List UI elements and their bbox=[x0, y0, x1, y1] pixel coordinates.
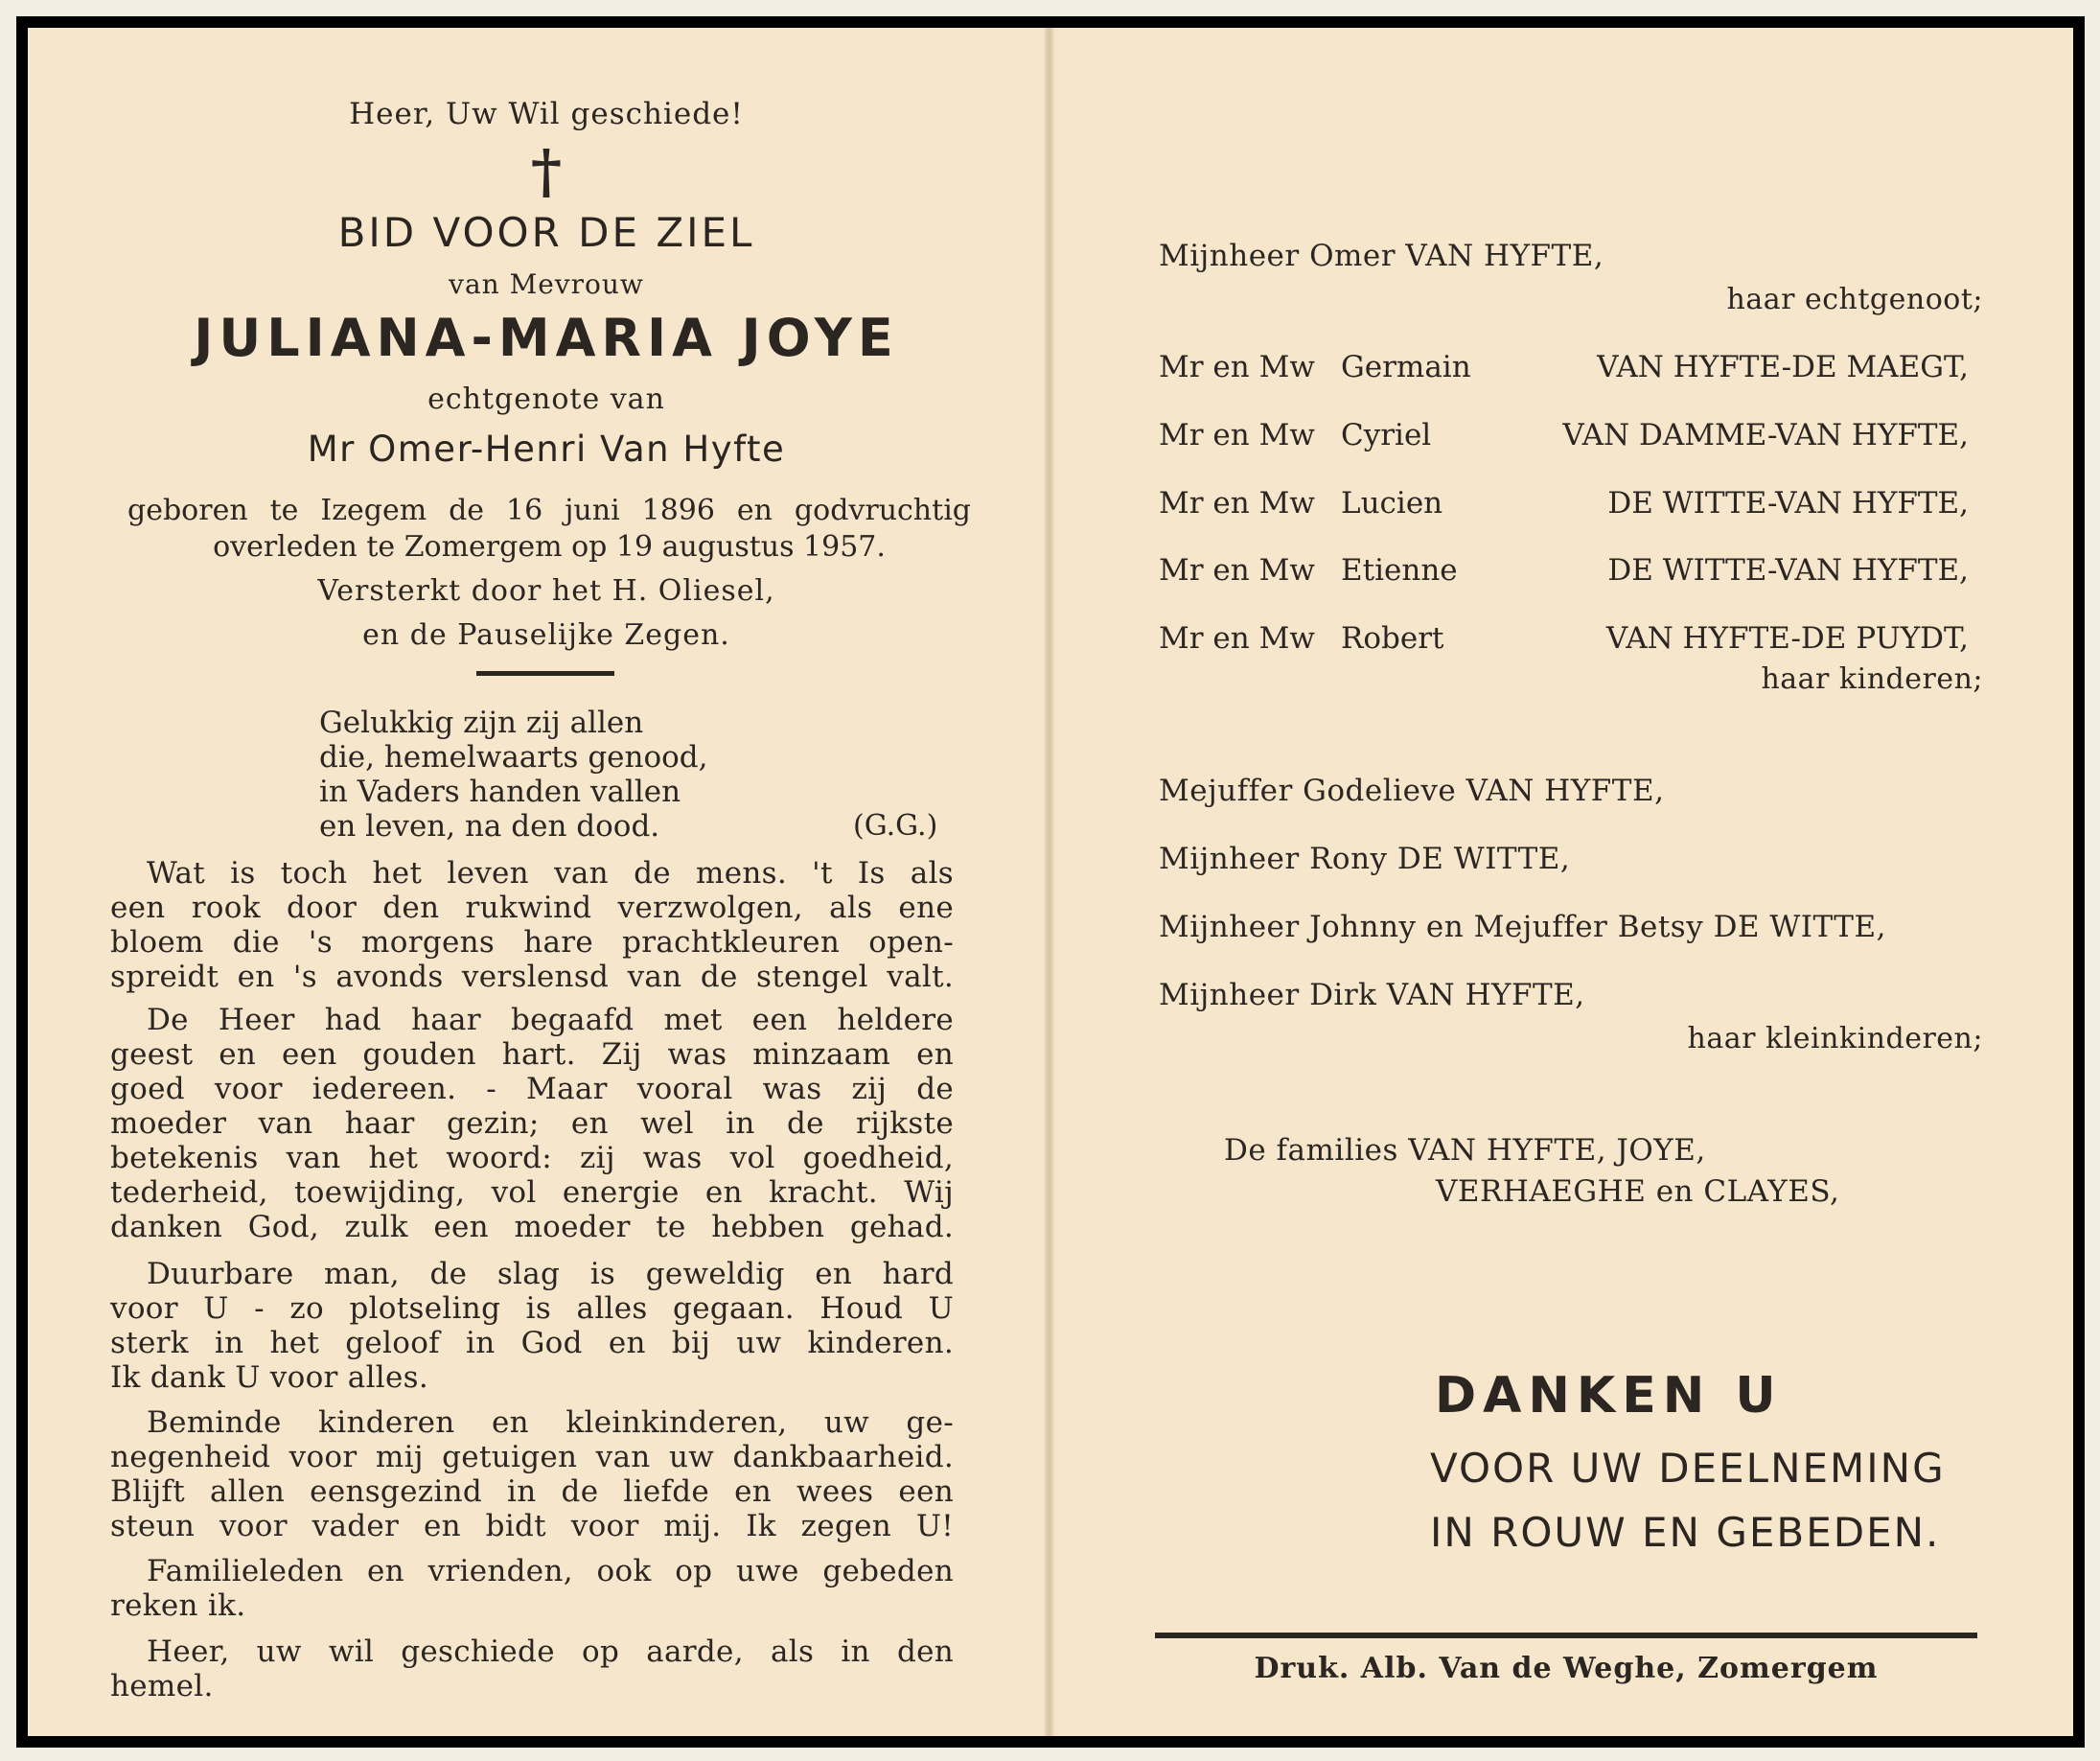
child-prefix: Mr en Mw bbox=[1159, 418, 1315, 452]
thanks-line-1: VOOR UW DEELNEMING bbox=[1430, 1445, 1946, 1492]
child-first-name: Germain bbox=[1341, 350, 1471, 384]
text-line: een rook door den rukwind verzwolgen, als ene bbox=[110, 891, 954, 925]
paragraph-2 bbox=[110, 1003, 954, 1244]
text-line: Heer, uw wil geschiede op aarde, als in den bbox=[147, 1634, 954, 1669]
children-role: haar kinderen; bbox=[1761, 662, 1983, 696]
grandchild: Mijnheer Rony DE WITTE, bbox=[1159, 842, 1571, 876]
text-line: Familieleden en vrienden, ook op uwe gebeden bbox=[147, 1554, 954, 1588]
text-line: geest en een gouden hart. Zij was minzaam en bbox=[110, 1037, 954, 1072]
title: BID VOOR DE ZIEL bbox=[337, 209, 755, 256]
child-prefix: Mr en Mw bbox=[1159, 621, 1315, 656]
sacrament-line-2: en de Pauselijke Zegen. bbox=[362, 618, 730, 652]
sacrament-line-1: Versterkt door het H. Oliesel, bbox=[317, 574, 775, 608]
text-line: goed voor iedereen. - Maar vooral was zij de bbox=[110, 1072, 954, 1106]
poem-line: en leven, na den dood. bbox=[319, 809, 660, 844]
text-line: betekenis van het woord: zij was vol goedheid, bbox=[110, 1141, 954, 1175]
thanks-heading: DANKEN U bbox=[1435, 1367, 1783, 1425]
text-line: Beminde kinderen en kleinkinderen, uw ge- bbox=[147, 1405, 954, 1440]
child-first-name: Robert bbox=[1341, 621, 1444, 656]
text-line: steun voor vader en bidt voor mij. Ik zegen U! bbox=[110, 1509, 954, 1543]
child-first-name: Lucien bbox=[1341, 486, 1443, 521]
child-prefix: Mr en Mw bbox=[1159, 553, 1315, 588]
husband-role: haar echtgenoot; bbox=[1726, 283, 1983, 316]
cross-icon: † bbox=[530, 136, 563, 206]
text-line: Ik dank U voor alles. bbox=[110, 1360, 429, 1395]
poem-line: die, hemelwaarts genood, bbox=[319, 740, 708, 775]
text-line: sterk in het geloof in God en bij uw kinderen. bbox=[110, 1326, 954, 1360]
thanks-line-2: IN ROUW EN GEBEDEN. bbox=[1430, 1509, 1941, 1556]
child-family: VAN HYFTE-DE MAEGT, bbox=[1597, 350, 1969, 384]
poem-line: Gelukkig zijn zij allen bbox=[319, 706, 644, 740]
footer-rule bbox=[1155, 1633, 1977, 1638]
printer-credit: Druk. Alb. Van de Weghe, Zomergem bbox=[1254, 1652, 1879, 1685]
child-family: DE WITTE-VAN HYFTE, bbox=[1607, 553, 1969, 588]
text-line: Duurbare man, de slag is geweldig en hard bbox=[147, 1257, 954, 1291]
paragraph-4 bbox=[110, 1405, 954, 1543]
poem-attribution: (G.G.) bbox=[853, 809, 938, 843]
deceased-name: JULIANA-MARIA JOYE bbox=[194, 308, 899, 368]
paragraph-3 bbox=[110, 1257, 954, 1395]
grandchild: Mijnheer Dirk VAN HYFTE, bbox=[1159, 978, 1585, 1012]
text-line: Blijft allen eensgezind in de liefde en wees een bbox=[110, 1474, 954, 1509]
paragraph-1 bbox=[110, 856, 954, 994]
birth-line-2: overleden te Zomergem op 19 augustus 1957. bbox=[213, 530, 886, 564]
child-family: VAN DAMME-VAN HYFTE, bbox=[1562, 418, 1969, 452]
text-line: voor U - zo plotseling is alles gegaan. Houd U bbox=[110, 1291, 954, 1326]
paragraph-5 bbox=[110, 1554, 954, 1623]
card-fold bbox=[1045, 28, 1054, 1736]
husband: Mijnheer Omer VAN HYFTE, bbox=[1159, 239, 1604, 273]
child-first-name: Etienne bbox=[1341, 553, 1458, 588]
child-family: DE WITTE-VAN HYFTE, bbox=[1607, 486, 1969, 521]
poem bbox=[319, 706, 708, 844]
grandchild: Mijnheer Johnny en Mejuffer Betsy DE WITTE, bbox=[1159, 910, 1886, 944]
birth-line-1: geboren te Izegem de 16 juni 1896 en godvruchtig bbox=[127, 494, 971, 527]
text-line: De Heer had haar begaafd met een heldere bbox=[147, 1003, 954, 1037]
grandchild: Mejuffer Godelieve VAN HYFTE, bbox=[1159, 774, 1665, 808]
spouse-of: echtgenote van bbox=[427, 382, 665, 416]
divider bbox=[476, 671, 614, 676]
text-line: moeder van haar gezin; en wel in de rijkste bbox=[110, 1106, 954, 1141]
families-line-2: VERHAEGHE en CLAYES, bbox=[1436, 1174, 1840, 1209]
invocation: Heer, Uw Wil geschiede! bbox=[349, 97, 744, 131]
text-line: tederheid, toewijding, vol energie en kracht. Wij bbox=[110, 1175, 954, 1210]
van-mevrouw: van Mevrouw bbox=[449, 268, 644, 300]
child-prefix: Mr en Mw bbox=[1159, 350, 1315, 384]
text-line: spreidt en 's avonds verslensd van de stengel valt. bbox=[110, 960, 954, 994]
spouse-name: Mr Omer-Henri Van Hyfte bbox=[307, 429, 786, 470]
child-first-name: Cyriel bbox=[1341, 418, 1432, 452]
text-line: negenheid voor mij getuigen van uw dankbaarheid. bbox=[110, 1440, 954, 1474]
child-family: VAN HYFTE-DE PUYDT, bbox=[1605, 621, 1969, 656]
text-line: reken ik. bbox=[110, 1588, 246, 1623]
text-line: danken God, zulk een moeder te hebben gehad. bbox=[110, 1210, 954, 1244]
paragraph-6 bbox=[110, 1634, 954, 1703]
text-line: bloem die 's morgens hare prachtkleuren open- bbox=[110, 925, 954, 960]
families-line-1: De families VAN HYFTE, JOYE, bbox=[1224, 1133, 1706, 1168]
text-line: Wat is toch het leven van de mens. 't Is als bbox=[147, 856, 954, 891]
text-line: hemel. bbox=[110, 1669, 214, 1703]
grandchildren-role: haar kleinkinderen; bbox=[1687, 1022, 1983, 1055]
child-prefix: Mr en Mw bbox=[1159, 486, 1315, 521]
poem-line: in Vaders handen vallen bbox=[319, 775, 681, 809]
